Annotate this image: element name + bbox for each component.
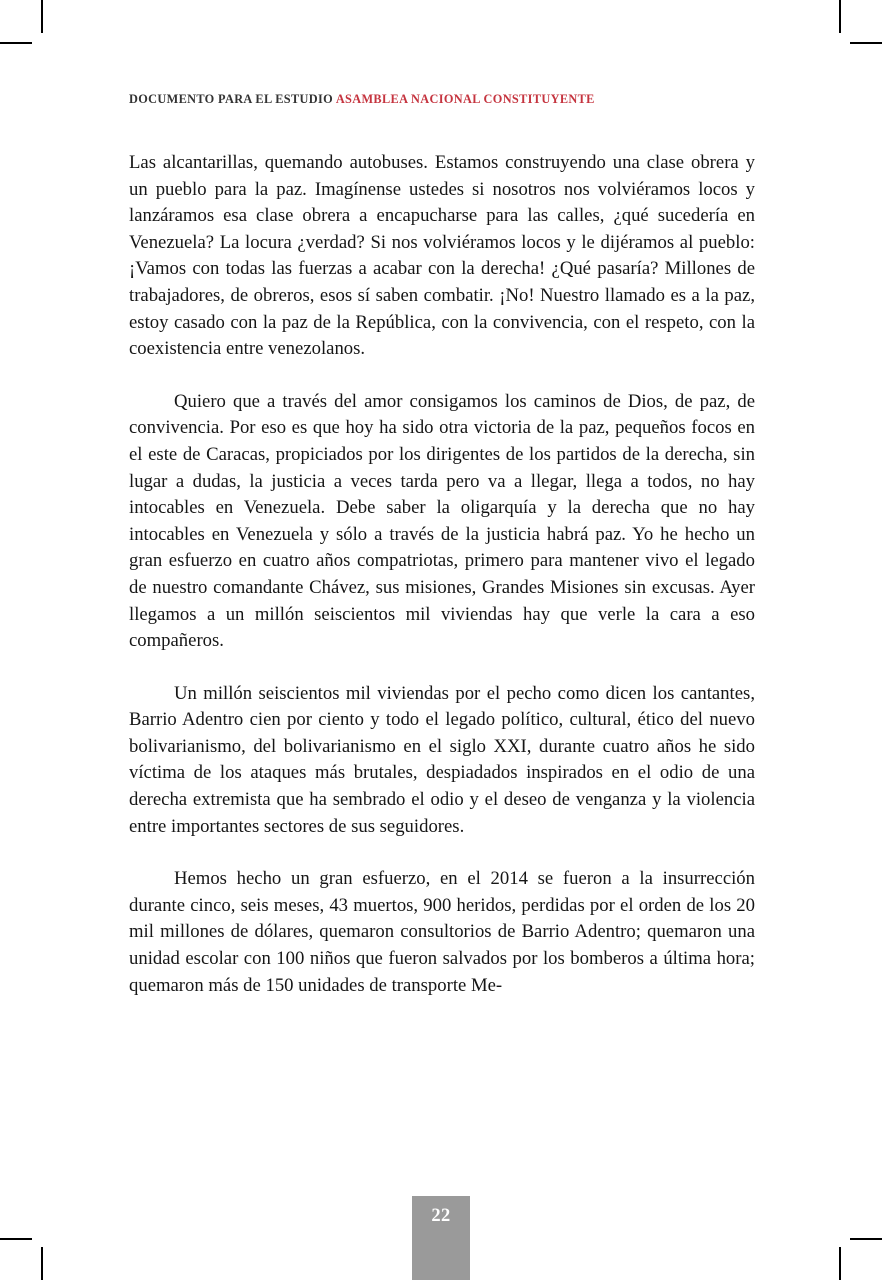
crop-mark-bottom-left-vertical — [41, 1247, 43, 1280]
crop-mark-bottom-left-horizontal — [0, 1238, 32, 1240]
paragraph-1: Las alcantarillas, quemando autobuses. Estamos construyendo una clase obrera y un pueblo para la paz. Imagínense ustedes si nosotros nos volviéramos locos y lanzáramos esa clase obrera a encapucharse para las calles, ¿qué sucedería en Venezuela? La locura ¿verdad? Si nos volviéramos locos y le dijéramos al pueblo: ¡Vamos con todas las fuerzas a acabar con la derecha! ¿Qué pasaría? Millones de trabajadores, de obreros, esos sí saben combatir. ¡No! Nuestro llamado es a la paz, estoy casado con la paz de la República, con la convivencia, con el respeto, con la coexistencia entre venezolanos. — [129, 152, 755, 360]
paragraph-2: Quiero que a través del amor consigamos los caminos de Dios, de paz, de convivencia. Por eso es que hoy ha sido otra victoria de la paz, pequeños focos en el este de Caracas, propiciados por los dirigentes de los partidos de la derecha, sin lugar a dudas, la justicia a veces tarda pero va a llegar, llega a todos, no hay intocables en Venezuela. Debe saber la oligarquía y la derecha que no hay intocables en Venezuela y sólo a través de la justicia habrá paz. Yo he hecho un gran esfuerzo en cuatro años compatriotas, primero para mantener vivo el legado de nuestro comandante Chávez, sus misiones, Grandes Misiones sin excusas. Ayer llegamos a un millón seiscientos mil viviendas hay que verle la cara a eso compañeros. — [129, 390, 755, 652]
paragraph-4: Hemos hecho un gran esfuerzo, en el 2014 se fueron a la insurrección durante cinco, seis meses, 43 muertos, 900 heridos, perdidas por el orden de los 20 mil millones de dólares, quemaron consultorios de Barrio Adentro; quemaron una unidad escolar con 100 niños que fueron salvados por los bomberos a última hora; quemaron más de 150 unidades de transporte Me- — [129, 868, 755, 996]
running-head-title: ASAMBLEA NACIONAL CONSTITUYENTE — [335, 92, 595, 106]
crop-mark-bottom-right-vertical — [839, 1247, 841, 1280]
crop-mark-top-left-horizontal — [0, 42, 32, 44]
running-head — [129, 92, 755, 107]
running-head-prefix: DOCUMENTO PARA EL ESTUDIO — [129, 92, 334, 106]
paragraph-3: Un millón seiscientos mil viviendas por el pecho como dicen los cantantes, Barrio Adentro cien por ciento y todo el legado político, cultural, ético del nuevo bolivarianismo, del bolivarianismo en el siglo XXI, durante cuatro años he sido víctima de los ataques más brutales, despiadados inspirados en el odio de una derecha extremista que ha sembrado el odio y el deseo de venganza y la violencia entre importantes sectores de sus seguidores. — [129, 682, 755, 837]
crop-mark-top-right-vertical — [839, 0, 841, 33]
crop-mark-top-left-vertical — [41, 0, 43, 33]
page-number: 22 — [431, 1206, 451, 1226]
body-text-column — [129, 150, 755, 999]
crop-mark-top-right-horizontal — [850, 42, 882, 44]
crop-mark-bottom-right-horizontal — [850, 1238, 882, 1240]
folio-box — [412, 1196, 470, 1280]
